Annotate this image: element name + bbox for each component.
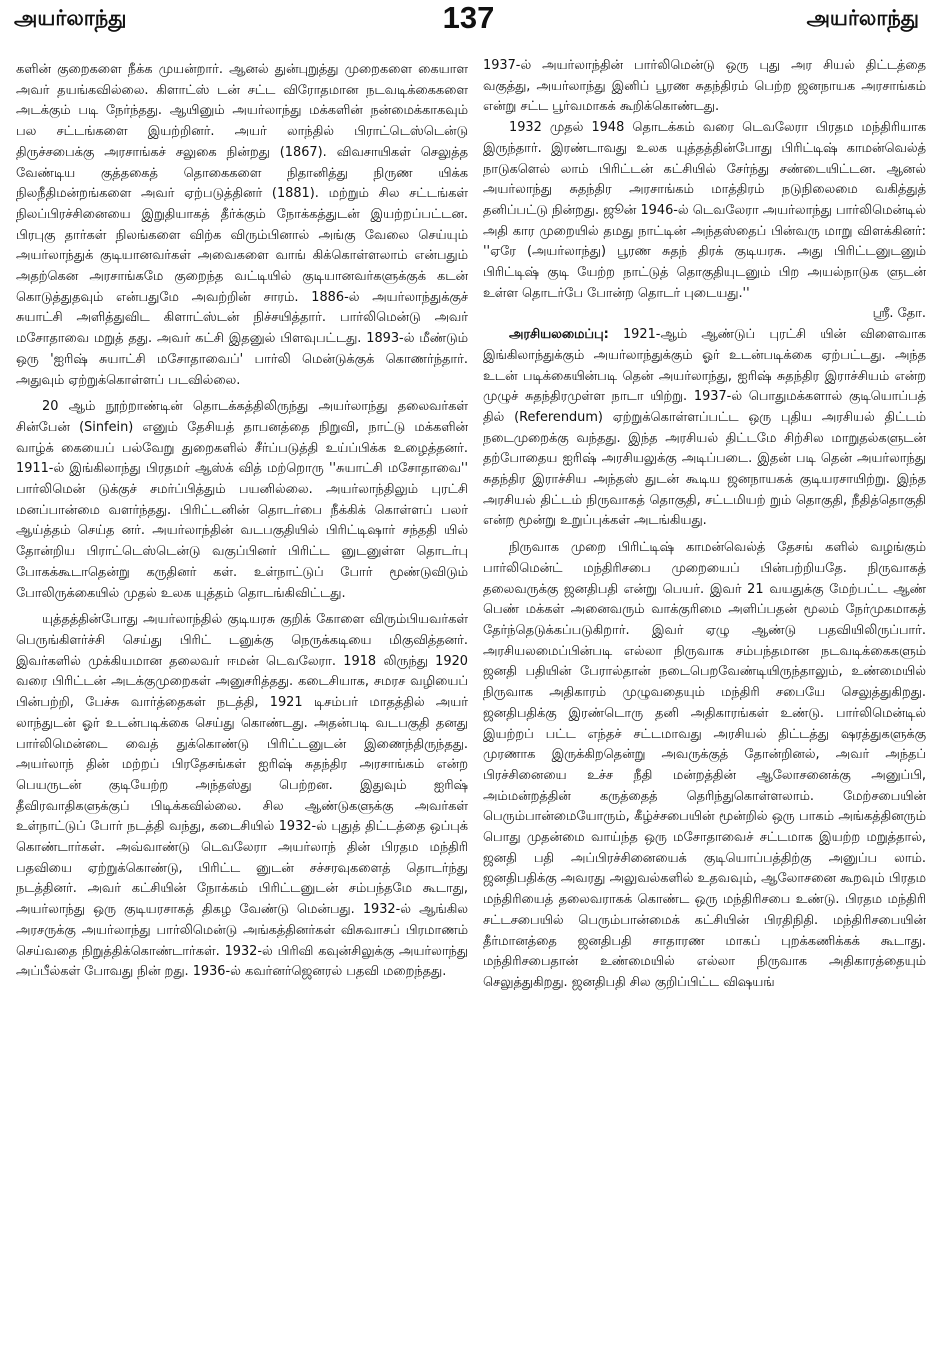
paragraph-text: 1921-ஆம் ஆண்டுப் புரட்சி யின் விளைவாக இங்கிலாந்துக்கும் அயர்லாந்துக்கும் ஓர் உடன்படிக்கை ஏற்பட்டது. அந்த உடன் படிக்கையின்படி தென் அயர்லாந்து, ஐரிஷ் சுதந்திர இராச்சியம் என்ற முழுச் சுதந்திரமுள்ள நாடா யிற்று. 1937-ல் பொதுமக்களால் குடியொப்பத் தில் (Referendum) ஏற்றுக்கொள்ளப்பட்ட ஒரு புதிய அரசியல் திட்டம் நடைமுறைக்கு வந்தது. இந்த அரசியல் திட்டமே சிற்சில மாறுதல்களுடன் தற்போதைய ஐரிஷ் அரசியலுக்கு அடிப்படை. இதன் படி தென் அயர்லாந்து சுதந்திர இராச்சிய அந்தஸ் துடன் கூடிய ஜனநாயகக் குடியரசாயிற்று. இந்த அரசியல் திட்டம் நிருவாகத் தொகுதி, சட்டமியற் றும் தொகுதி, நீதித்தொகுதி என்ற மூன்று உறுப்புக்கள் அடங்கியது. — [483, 327, 926, 529]
page-number: 137 — [442, 0, 495, 35]
paragraph: 20 ஆம் நூற்றாண்டின் தொடக்கத்திலிருந்து அயர்லாந்து தலைவர்கள் சின்பேன் (Sinfein) எனும் தேசியத் தாபனத்தை நிறுவி, நாட்டு மக்களின் வாழ்க் கையைப் பல்வேறு துறைகளில் சீர்ப்படுத்தி உய்ப்பிக்க உழைத்தனர். 1911-ல் இங்கிலாந்து பிரதமர் ஆஸ்க் வித் மற்றொரு ''சுயாட்சி மசோதாவை'' பார்லிமென் டுக்குச் சமர்ப்பித்தும் பயனில்லை. அயர்லாந்திலும் புரட்சி மனப்பான்மை வளர்ந்தது. பிரிட்டனின் தொடர்பை நீக்கிக் கொள்ளப் பலர் ஆய்த்தம் செய்த னர். அயர்லாந்தின் வடபகுதியில் பிரிட்டிஷார் சந்ததி யில் தோன்றிய பிராட்டெஸ்டென்டு வகுப்பினர் பிரிட்ட னுடனுள்ள தொடர்பு போகக்கூடாதென்று கருதினர் கள். உள்நாட்டுப் போர் மூண்டுவிடும் போலிருக்கையில் முதல் உலக யுத்தம் தொடங்கிவிட்டது. — [16, 399, 468, 601]
section-title: அரசியலமைப்பு: — [509, 327, 609, 343]
running-head-right: அயர்லாந்து — [806, 6, 919, 30]
author-signature-row — [483, 304, 926, 325]
paragraph: களின் குறைகளை நீக்க முயன்றார். ஆனல் துன்புறுத்து முறைகளை கையாள அவர் தயங்கவில்லை. கிளாட்ஸ் டன் சட்ட விரோதமான நடவடிக்கைகளை அடக்கும் படி நேர்ந்தது. ஆயினும் அயர்லாந்து மக்களின் நன்மைக்காகவும் பல சட்டங்களை இயற்றினர். அயர் லாந்தில் பிராட்டெஸ்டென்டு திருச்சபைக்கு அரசாங்கச் சலுகை நின்றது (1867). விவசாயிகள் செலுத்த வேண்டிய குத்தகைத் தொகைகளை நிதானித்து நிருண யிக்க நிலநீதிமன்றங்களை அவர் ஏற்படுத்தினர் (1881). மற்றும் சில சட்டங்கள் நிலப்பிரச்சினையை இறுதியாகத் தீர்க்கும் நோக்கத்துடன் இயற்றப்பட்டன. பிரபுகு தார்கள் நிலங்களை விற்க விரும்பினால் அங்கு வேலை செய்யும் அயர்லாந்துக் குடியானவர்கள் அவைகளை வாங் கிக்கொள்ளலாம் என்பதும் அதற்கென அரசாங்கமே குறைந்த வட்டியில் குடியானவர்களுக்குக் கடன் கொடுத்துதவும் என்பதுமே அவற்றின் சாரம். 1886-ல் அயர்லாந்துக்குச் சுயாட்சி அளித்துவிட கிளாட்ஸ்டன் நிச்சயித்தார். பார்லிமென்டு அவர் மசோதாவை மறுத் தது. அவர் கட்சி இதனுல் பிளவுபட்டது. 1893-ல் மீண்டும் ஒரு 'ஐரிஷ் சுயாட்சி மசோதாவைப்' பார்லி மென்டுக்குக் கொணர்ந்தார். அதுவும் ஏற்றுக்கொள்ளப் படவில்லை. — [16, 62, 468, 388]
paragraph: 1937-ல் அயர்லாந்தின் பார்லிமென்டு ஒரு புது அர சியல் திட்டத்தை வகுத்து, அயர்லாந்து இனிப் பூரண சுதந்திரம் பெற்ற ஜனநாயக அரசாங்கம் என்று சட்ட பூர்வமாகக் கூறிக்கொண்டது. — [483, 58, 926, 115]
author-initials: ஸ்ரீ. தோ. — [872, 306, 926, 322]
running-head-left: அயர்லாந்து — [14, 6, 127, 30]
right-column — [483, 56, 926, 1356]
section-paragraph — [483, 325, 926, 532]
left-column — [16, 60, 468, 1360]
paragraph: 1932 முதல் 1948 தொடக்கம் வரை டெவலேரா பிரதம மந்திரியாக இருந்தார். இரண்டாவது உலக யுத்தத்தின்போது பிரிட்டிஷ் காமன்வெல்த் நாடுகளெல் லாம் பிரிட்டன் கட்சியில் சேர்ந்து சண்டையிட்டன. ஆனல் அயர்லாந்து சுதந்திர அரசாங்கம் மாத்திரம் நடுநிலைமை வகித்துத் தனிப்பட்டு நின்றது. ஜூன் 1946-ல் டெவலேரா அயர்லாந்து பார்லிமென்டில் அதி கார முறையில் தமது நாட்டின் அந்தஸ்தைப் பின்வரு மாறு விளக்கினர்: ''ஏரே (அயர்லாந்து) பூரண சுதந் திரக் குடியரசு. அது பிரிட்டனுடனும் பிரிட்டிஷ் குடி யேற்ற நாட்டுத் தொகுதியுடனும் பிற அயல்நாடுக ளுடன் உள்ள தொடர்பே போன்ற தொடர் புடையது.'' — [483, 120, 926, 301]
paragraph: நிருவாக முறை பிரிட்டிஷ் காமன்வெல்த் தேசங் களில் வழங்கும் பார்லிமென்ட் மந்திரிசபை முறையைப் பின்பற்றியதே. நிருவாகத் தலைவருக்கு ஜனதிபதி என்று பெயர். இவர் 21 வயதுக்கு மேற்பட்ட ஆண் பெண் மக்கள் அனைவரும் வாக்குரிமை அளிப்பதன் மூலம் நேர்முகமாகத் தேர்ந்தெடுக்கப்படுகிறார். இவர் ஏழு ஆண்டு பதவியிலிருப்பார். அரசியலமைப்பின்படி எல்லா நிருவாக சம்பந்தமான நடவடிக்கைகளும் ஜனதி பதியின் பேரால்தான் நடைபெறவேண்டியிருந்தாலும், உண்மையில் நிருவாக அதிகாரம் முழுவதையும் மந்திரி சபையே செலுத்துகிறது. ஜனதிபதிக்கு இரண்டொரு தனி அதிகாரங்கள் உண்டு. பார்லிமென்டில் இயற்றப் பட்ட எந்தச் சட்டமாவது அரசியல் திட்டத்து ஷரத்துகளுக்கு முரணாக இருக்கிறதென்று அவருக்குத் தோன்றினல், அவர் அந்தப் பிரச்சினையை உச்ச நீதி மன்றத்தின் ஆலோசனைக்கு அனுப்பி, அம்மன்றத்தின் கருத்தைத் தெரிந்துகொள்ளலாம். மேற்சபையின் பெரும்பான்மையோரும், கீழ்ச்சபையின் மூன்றில் ஒரு பாகம் அங்கத்தினரும் பொது முதன்மை வாய்ந்த ஒரு மசோதாவைச் சட்டமாக இயற்ற மறுத்தால், ஜனதி பதி அப்பிரச்சினையைக் குடியொப்பத்திற்கு அனுப்ப லாம். ஜனதிபதிக்கு அவரது அலுவல்களில் உதவவும், ஆலோசனை கூறவும் பிரதம மந்திரியைத் தலைவராகக் கொண்ட ஒரு மந்திரிசபை உண்டு. பிரதம மந்திரி சட்டசபையில் பெரும்பான்மைக் கட்சியின் பிரதிநிதி. மந்திரிசபையின் தீர்மானத்தை ஜனதிபதி சாதாரண மாகப் புறக்கணிக்கக் கூடாது. மந்திரிசபைதான் உண்மையில் எல்லா நிருவாக அதிகாரத்தையும் செலுத்துகிறது. ஜனதிபதி சில குறிப்பிட்ட விஷயங் — [483, 540, 926, 990]
paragraph: யுத்தத்தின்போது அயர்லாந்தில் குடியரசு குறிக் கோளை விரும்பியவர்கள் பெருங்கிளர்ச்சி செய்து பிரிட் டனுக்கு நெருக்கடியை மிகுவித்தனர். இவர்களில் முக்கியமான தலைவர் ஈமன் டெவலேரா. 1918 லிருந்து 1920 வரை பிரிட்டன் அடக்குமுறைகள் அனுசரித்தது. கடைசியாக, சமரச வழியைப் பின்பற்றி, பேச்சு வார்த்தைகள் நடத்தி, 1921 டிசம்பர் மாதத்தில் அயர் லாந்துடன் ஓர் உடன்படிக்கை செய்து கொண்டது. அதன்படி வடபகுதி தனது பார்லிமென்டை வைத் துக்கொண்டு பிரிட்டனுடன் இணைந்திருந்தது. அயர்லாந் தின் மற்றப் பிரதேசங்கள் ஐரிஷ் சுதந்திர அரசாங்கம் என்ற பெயருடன் குடியேற்ற அந்தஸ்து பெற்றன. இதுவும் ஐரிஷ் தீவிரவாதிகளுக்குப் பிடிக்கவில்லை. சில ஆண்டுகளுக்கு அவர்கள் உள்நாட்டுப் போர் நடத்தி வந்து, கடைசியில் 1932-ல் புதுத் திட்டத்தை ஒப்புக் கொண்டார்கள். அவ்வாண்டு டெவலேரா அயர்லாந் தின் பிரதம மந்திரி பதவியை ஏற்றுக்கொண்டு, பிரிட்ட னுடன் சச்சரவுகளைத் தொடர்ந்து நடத்தினர். அவர் கட்சியின் நோக்கம் பிரிட்டனுடன் சம்பந்தமே கூடாது, அயர்லாந்து ஒரு குடியரசாகத் திகழ வேண்டு மென்பது. 1932-ல் ஆங்கில அரசருக்கு அயர்லாந்து பார்லிமென்டு அங்கத்தினர்கள் விசுவாசப் பிரமாணம் செய்வதை நிறுத்திக்கொண்டார்கள். 1932-ல் பிரிவி கவுன்சிலுக்கு அயர்லாந்து அப்பீல்கள் போவது நின் றது. 1936-ல் கவர்னர்ஜெனரல் பதவி மறைந்தது. — [16, 612, 468, 980]
page-header — [0, 0, 937, 44]
